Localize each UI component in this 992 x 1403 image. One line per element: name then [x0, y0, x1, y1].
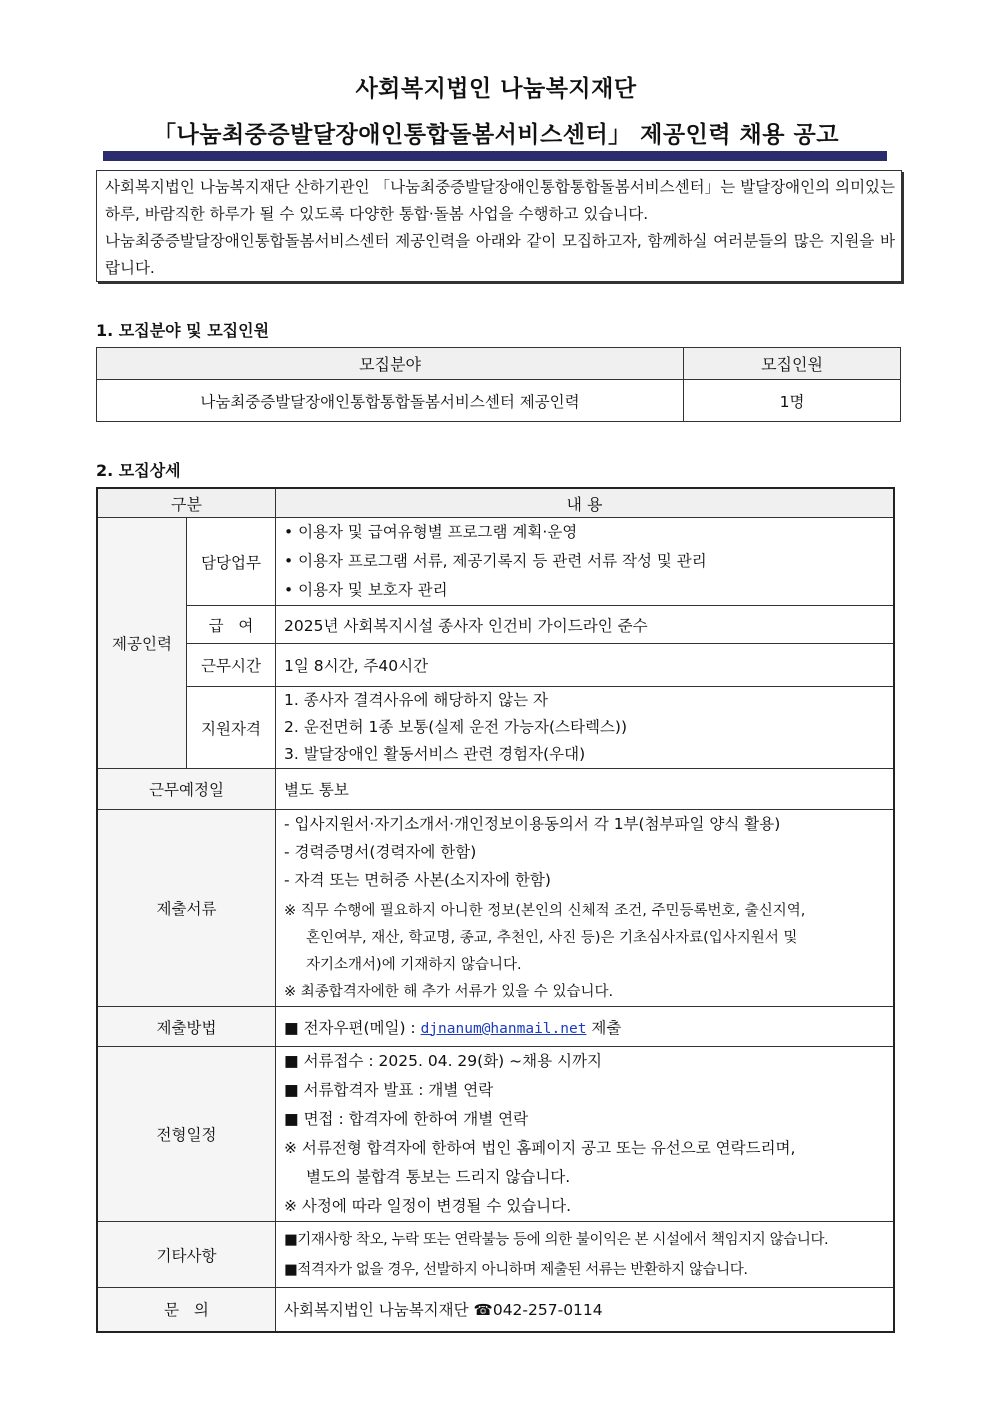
method-prefix: ■ 전자우편(메일) : [284, 1018, 421, 1037]
method-suffix: 제출 [586, 1018, 622, 1037]
etc-cell [276, 1222, 895, 1288]
etc-item: ■기재사항 착오, 누락 또는 연락불능 등에 의한 불이익은 본 시설에서 책임지지 않습니다. [284, 1231, 829, 1248]
page-subtitle: 「나눔최중증발달장애인통합돌봄서비스센터」 제공인력 채용 공고 [153, 122, 839, 148]
method-cell [276, 1007, 895, 1047]
documents-note-cont: 혼인여부, 재산, 학교명, 종교, 추천인, 사진 등)은 기초심사자료(입사지원서 및 [306, 930, 798, 946]
duty-item: • 이용자 프로그램 서류, 제공기록지 등 관련 서류 작성 및 관리 [284, 552, 707, 570]
salary-cell: 2025년 사회복지시설 종사자 인건비 가이드라인 준수 [276, 606, 895, 644]
documents-note-cont: 자기소개서)에 기재하지 않습니다. [306, 957, 522, 973]
method-label: 제출방법 [97, 1007, 276, 1047]
documents-note: ※ 직무 수행에 필요하지 아니한 정보(본인의 신체적 조건, 주민등록번호, 출신지역, [284, 903, 806, 919]
schedule-label: 전형일정 [97, 1047, 276, 1222]
schedule-item: ■ 면접 : 합격자에 한하여 개별 연락 [284, 1110, 529, 1128]
qualification-item: 3. 발달장애인 활동서비스 관련 경험자(우대) [284, 745, 586, 763]
schedule-item: ■ 서류합격자 발표 : 개별 연락 [284, 1081, 494, 1099]
schedule-item: ■ 서류접수 : 2025. 04. 29(화) ~채용 시까지 [284, 1052, 602, 1070]
hours-cell: 1일 8시간, 주40시간 [276, 644, 895, 687]
duties-cell [276, 518, 895, 606]
start-date-cell: 별도 통보 [276, 769, 895, 810]
email-link[interactable]: djnanum@hanmail.net [420, 1020, 587, 1037]
qualification-item: 1. 종사자 결격사유에 해당하지 않는 자 [284, 691, 549, 709]
intro-paragraph-2: 나눔최중증발달장애인통합돌봄서비스센터 제공인력을 아래와 같이 모집하고자, 함께하실 여러분들의 많은 지원을 바랍니다. [105, 232, 895, 277]
contact-cell: 사회복지법인 나눔복지재단 ☎042-257-0114 [276, 1288, 895, 1332]
count-cell: 1명 [684, 380, 901, 422]
schedule-cell [276, 1047, 895, 1222]
documents-cell [276, 810, 895, 1007]
document-item: - 입사지원서·자기소개서·개인정보이용동의서 각 1부(첨부파일 양식 활용) [284, 815, 781, 833]
qualification-item: 2. 운전면허 1종 보통(실제 운전 가능자(스타렉스)) [284, 718, 627, 736]
salary-label: 급 여 [187, 606, 276, 644]
page-title: 사회복지법인 나눔복지재단 [355, 76, 637, 102]
schedule-note-final: ※ 사정에 따라 일정이 변경될 수 있습니다. [284, 1197, 572, 1215]
col-category-header: 구분 [97, 488, 276, 518]
etc-item: ■적격자가 없을 경우, 선발하지 아니하며 제출된 서류는 반환하지 않습니다. [284, 1261, 748, 1278]
intro-box [96, 170, 902, 282]
title-underline [103, 151, 887, 161]
documents-label: 제출서류 [97, 810, 276, 1007]
document-item: - 경력증명서(경력자에 한함) [284, 843, 477, 861]
section-1-heading: 1. 모집분야 및 모집인원 [96, 321, 270, 340]
field-cell: 나눔최중증발달장애인통합통합돌봄서비스센터 제공인력 [97, 380, 684, 422]
recruit-table [96, 347, 901, 422]
qualification-cell [276, 687, 895, 769]
col-content-header: 내 용 [276, 488, 895, 518]
schedule-note: ※ 서류전형 합격자에 한하여 법인 홈페이지 공고 또는 유선으로 연락드리며, [284, 1139, 796, 1157]
hours-label: 근무시간 [187, 644, 276, 687]
section-2-heading: 2. 모집상세 [96, 461, 181, 480]
duties-label: 담당업무 [187, 518, 276, 606]
contact-label: 문 의 [97, 1288, 276, 1332]
qualification-label: 지원자격 [187, 687, 276, 769]
duty-item: • 이용자 및 보호자 관리 [284, 581, 448, 599]
duty-item: • 이용자 및 급여유형별 프로그램 계획·운영 [284, 523, 578, 541]
detail-table [96, 487, 895, 1333]
col-count-header: 모집인원 [684, 348, 901, 380]
schedule-note-cont: 별도의 불합격 통보는 드리지 않습니다. [306, 1168, 571, 1186]
start-date-label: 근무예정일 [97, 769, 276, 810]
documents-note-final: ※ 최종합격자에한 해 추가 서류가 있을 수 있습니다. [284, 984, 614, 1000]
provider-label: 제공인력 [97, 518, 187, 769]
intro-paragraph-1: 사회복지법인 나눔복지재단 산하기관인 「나눔최중증발달장애인통합통합돌봄서비스센터」는 발달장애인의 의미있는 하루, 바람직한 하루가 될 수 있도록 다양한 통합·돌봄 사업을 수행하고 있습니다. [105, 178, 895, 223]
document-item: - 자격 또는 면허증 사본(소지자에 한함) [284, 871, 551, 889]
col-field-header: 모집분야 [97, 348, 684, 380]
etc-label: 기타사항 [97, 1222, 276, 1288]
